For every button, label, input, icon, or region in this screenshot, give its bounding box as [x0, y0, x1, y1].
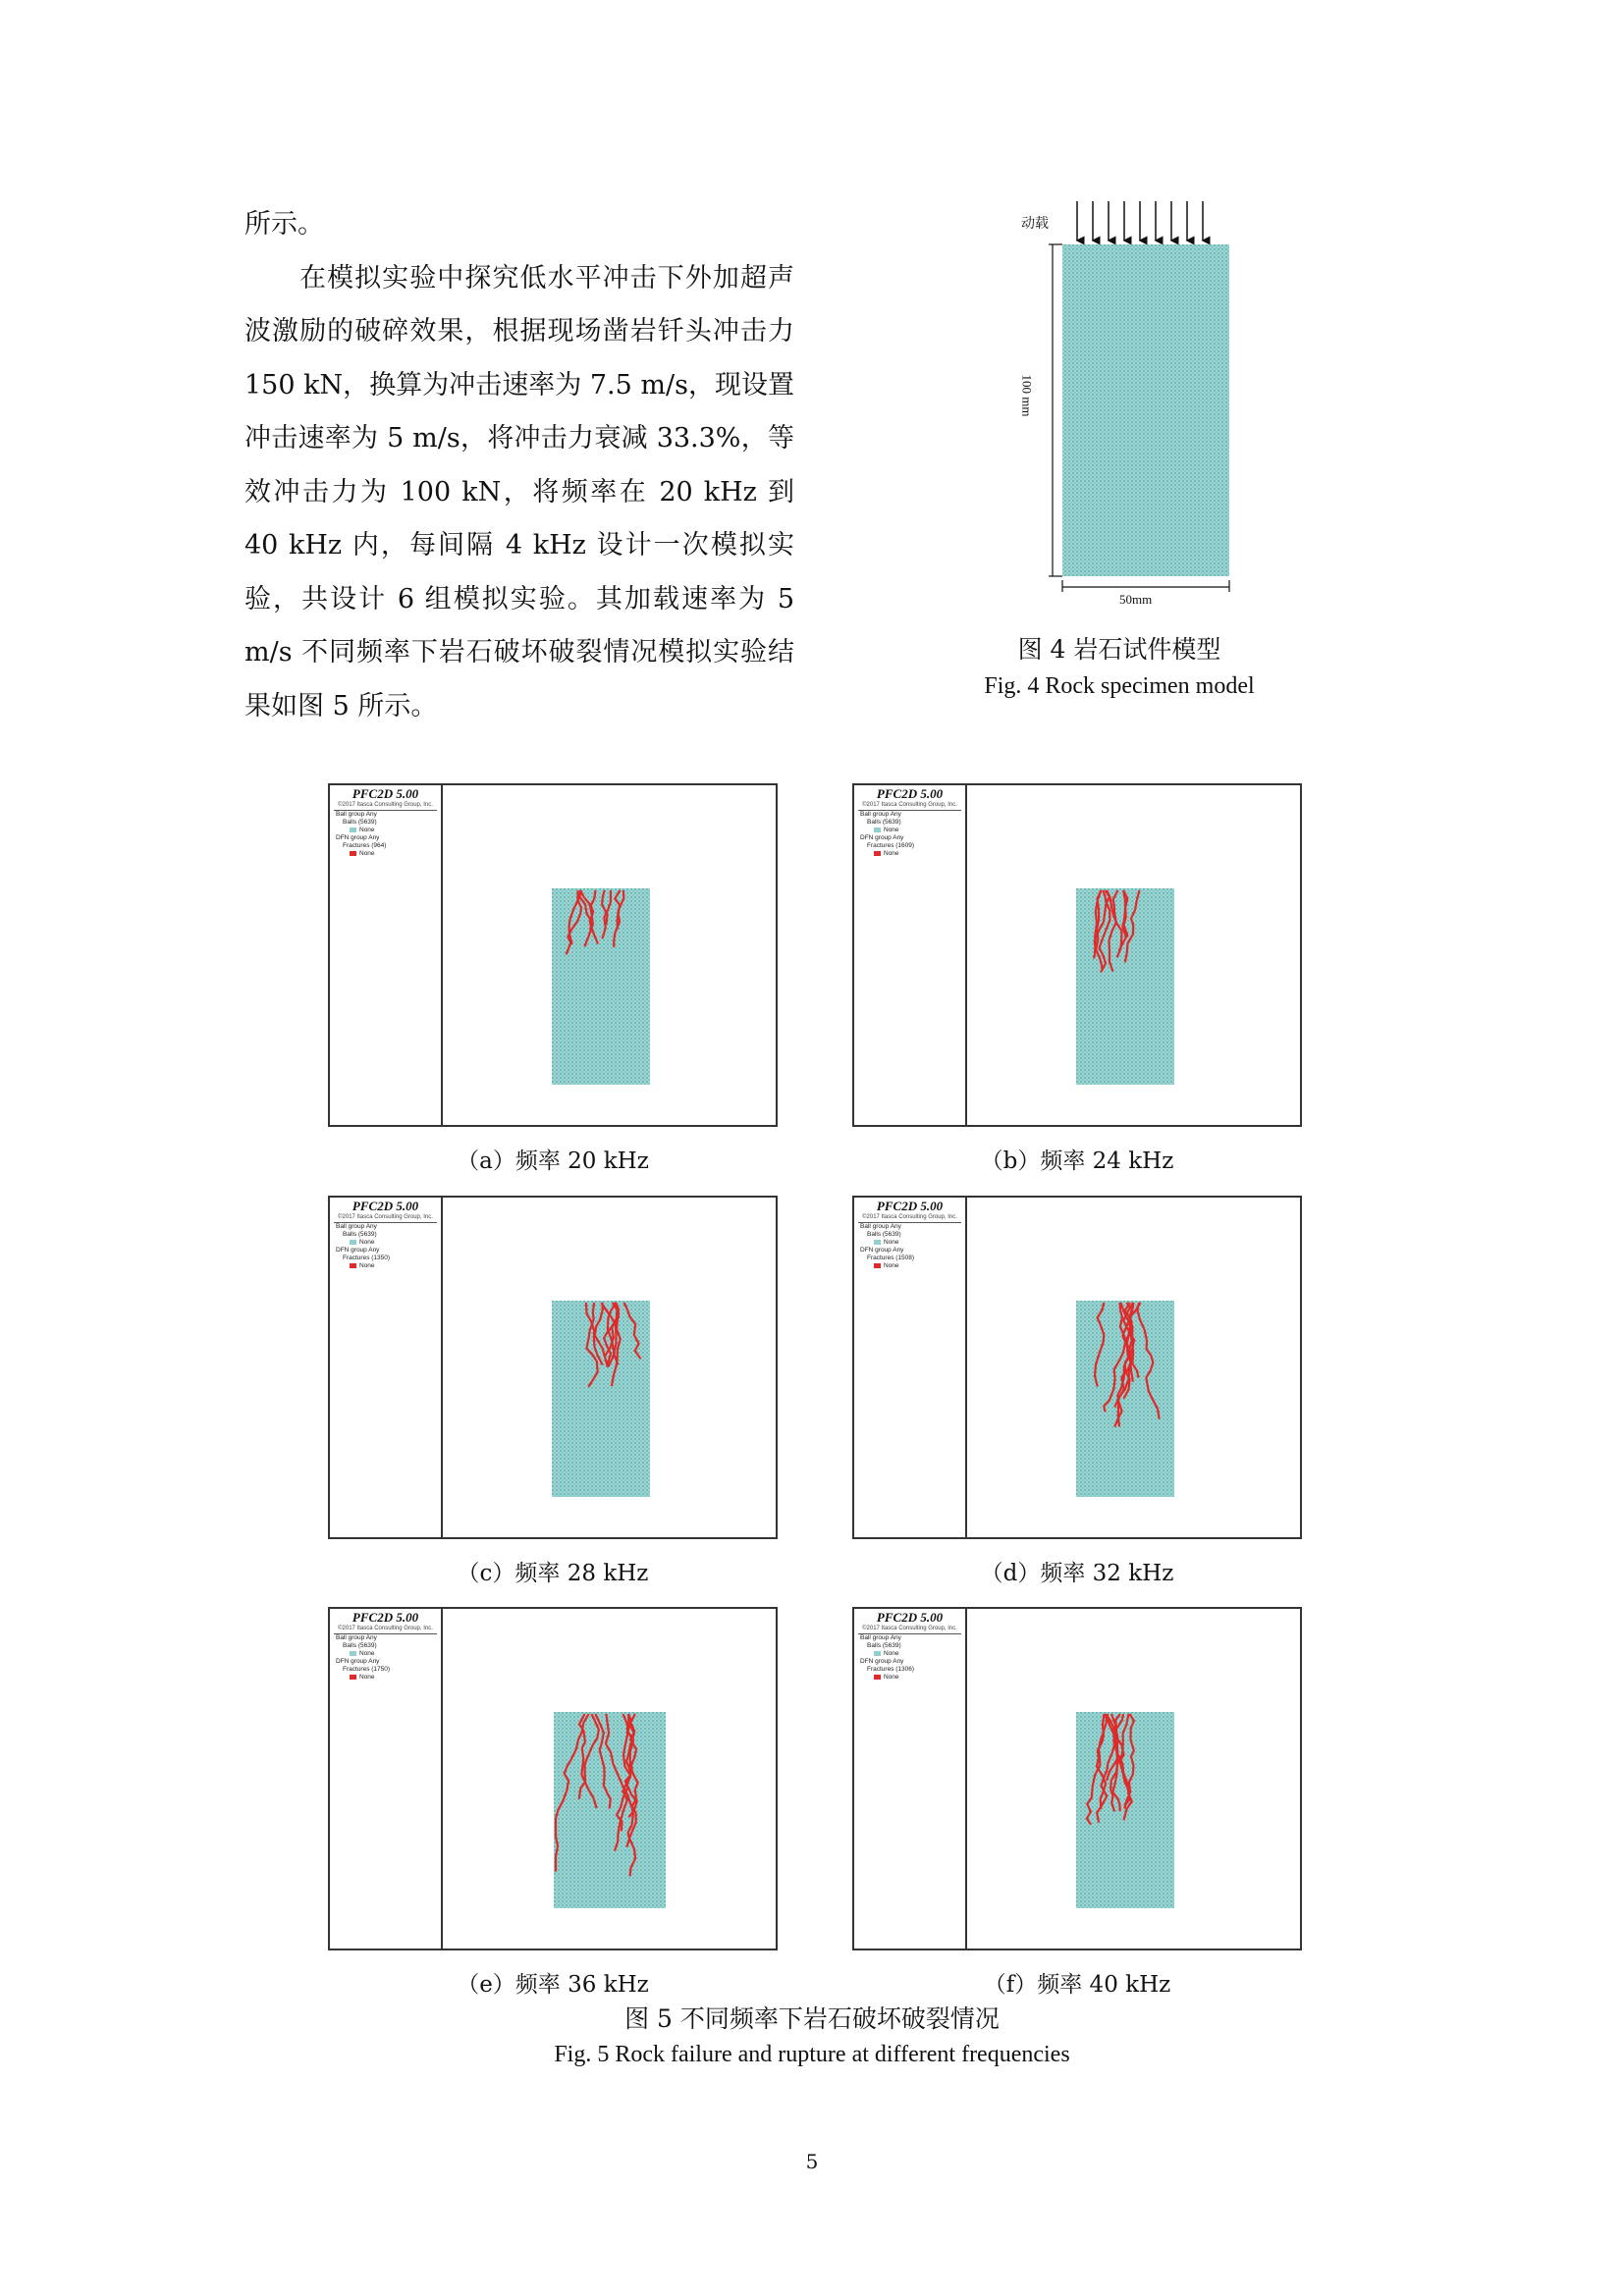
- legend-text: Ball group Any: [860, 1223, 901, 1230]
- legend-line: [860, 1658, 965, 1666]
- rock-specimen-result: [552, 1301, 650, 1497]
- simulation-panel: [852, 1196, 1302, 1539]
- legend-text: None: [884, 827, 899, 833]
- legend-text: Balls (5639): [867, 819, 901, 826]
- legend-line: [860, 1634, 965, 1642]
- legend-line: [350, 827, 441, 834]
- legend-line: [350, 1674, 441, 1682]
- legend-line: [334, 1626, 437, 1634]
- legend-line: [343, 1642, 441, 1650]
- legend-line: [867, 819, 965, 827]
- panel-legend: [330, 785, 443, 1125]
- legend-line: [874, 1239, 965, 1247]
- panel-caption: （b）频率 24 kHz: [980, 1148, 1174, 1174]
- legend-text: DFN group Any: [336, 1658, 380, 1665]
- legend-text: Fractures (1750): [343, 1666, 391, 1673]
- legend-line: [350, 850, 441, 858]
- legend-line: [336, 811, 441, 819]
- legend-text: Ball group Any: [860, 811, 901, 818]
- fig4-caption-en: Fig. 4 Rock specimen model: [984, 673, 1255, 699]
- height-dimension: [1049, 244, 1062, 576]
- legend-line: [336, 1247, 441, 1255]
- legend-text: Ball group Any: [336, 1634, 377, 1641]
- panel-caption: （d）频率 32 kHz: [980, 1561, 1174, 1586]
- legend-line: [858, 1626, 961, 1634]
- width-label: 50mm: [1119, 592, 1153, 607]
- legend-text: PFC2D 5.00: [876, 1610, 944, 1625]
- legend-text: DFN group Any: [336, 834, 380, 841]
- legend-line: [334, 1214, 437, 1223]
- legend-text: PFC2D 5.00: [876, 786, 944, 801]
- page-number: 5: [805, 2150, 819, 2173]
- legend-text: Balls (5639): [867, 1231, 901, 1238]
- panel-legend: [854, 1198, 967, 1537]
- panel-legend: [854, 1609, 967, 1949]
- panel-caption: （e）频率 36 kHz: [457, 1972, 649, 1998]
- legend-text: Ball group Any: [336, 811, 377, 818]
- legend-swatch: [874, 1675, 881, 1680]
- legend-text: None: [884, 1262, 899, 1269]
- legend-line: [336, 1634, 441, 1642]
- legend-line: [330, 786, 441, 802]
- legend-line: [867, 1642, 965, 1650]
- simulation-panel: [328, 1196, 778, 1539]
- load-label: 动载: [1021, 216, 1049, 232]
- legend-text: Fractures (1508): [867, 1255, 915, 1261]
- legend-swatch: [874, 828, 881, 832]
- legend-text: Fractures (1609): [867, 842, 915, 849]
- legend-text: ©2017 Itasca Consulting Group, Inc.: [338, 802, 433, 808]
- body-line-0: 所示。: [244, 209, 324, 240]
- rock-specimen-result: [552, 888, 650, 1085]
- legend-text: ©2017 Itasca Consulting Group, Inc.: [862, 1214, 957, 1220]
- rock-specimen-result: [554, 1712, 666, 1908]
- legend-line: [854, 1199, 965, 1214]
- panel-legend: [854, 785, 967, 1125]
- legend-text: DFN group Any: [860, 1247, 904, 1254]
- legend-text: PFC2D 5.00: [876, 1199, 944, 1213]
- legend-text: None: [359, 1239, 375, 1246]
- legend-text: Ball group Any: [336, 1223, 377, 1230]
- legend-line: [336, 834, 441, 842]
- legend-text: None: [359, 1262, 375, 1269]
- legend-text: DFN group Any: [336, 1247, 380, 1254]
- legend-line: [343, 842, 441, 850]
- legend-line: [858, 802, 961, 811]
- legend-text: None: [884, 1239, 899, 1246]
- legend-swatch: [350, 1263, 356, 1268]
- simulation-panel: [852, 783, 1302, 1127]
- legend-line: [867, 842, 965, 850]
- legend-line: [867, 1231, 965, 1239]
- legend-text: Fractures (1306): [867, 1666, 915, 1673]
- legend-text: ©2017 Itasca Consulting Group, Inc.: [338, 1214, 433, 1220]
- legend-line: [874, 827, 965, 834]
- legend-swatch: [350, 828, 356, 832]
- legend-text: None: [884, 850, 899, 857]
- legend-line: [860, 834, 965, 842]
- legend-line: [330, 1610, 441, 1626]
- panel-caption: （c）频率 28 kHz: [457, 1561, 649, 1586]
- legend-text: DFN group Any: [860, 1658, 904, 1665]
- legend-swatch: [350, 1651, 356, 1656]
- panel-legend: [330, 1198, 443, 1537]
- legend-line: [330, 1199, 441, 1214]
- legend-text: None: [359, 827, 375, 833]
- simulation-panel: [852, 1607, 1302, 1950]
- legend-swatch: [350, 1675, 356, 1680]
- simulation-panel: [328, 783, 778, 1127]
- rock-specimen-result: [1076, 888, 1174, 1085]
- legend-line: [350, 1239, 441, 1247]
- rock-specimen-result: [1076, 1712, 1174, 1908]
- legend-swatch: [874, 1651, 881, 1656]
- width-dimension: [1062, 580, 1229, 592]
- legend-text: Ball group Any: [860, 1634, 901, 1641]
- legend-line: [860, 1247, 965, 1255]
- rock-specimen-result: [1076, 1301, 1174, 1497]
- legend-line: [343, 1231, 441, 1239]
- specimen-body: [1062, 244, 1229, 576]
- legend-text: None: [359, 1674, 375, 1681]
- legend-swatch: [350, 851, 356, 856]
- legend-line: [854, 786, 965, 802]
- legend-line: [874, 1674, 965, 1682]
- legend-text: None: [359, 1650, 375, 1657]
- rock-specimen-model: [1021, 201, 1276, 614]
- legend-text: Balls (5639): [343, 1231, 377, 1238]
- legend-line: [858, 1214, 961, 1223]
- fig5-caption-zh: 图 5 不同频率下岩石破坏破裂情况: [624, 2004, 1000, 2033]
- figure-4: [1021, 201, 1276, 614]
- legend-line: [350, 1262, 441, 1270]
- legend-swatch: [350, 1240, 356, 1245]
- legend-swatch: [874, 851, 881, 856]
- legend-text: Fractures (1350): [343, 1255, 391, 1261]
- legend-line: [867, 1666, 965, 1674]
- legend-text: ©2017 Itasca Consulting Group, Inc.: [338, 1626, 433, 1631]
- legend-line: [336, 1223, 441, 1231]
- legend-line: [874, 1650, 965, 1658]
- legend-line: [343, 1666, 441, 1674]
- legend-line: [867, 1255, 965, 1262]
- legend-line: [874, 850, 965, 858]
- panel-caption: （f）频率 40 kHz: [983, 1972, 1171, 1998]
- panel-legend: [330, 1609, 443, 1949]
- legend-line: [874, 1262, 965, 1270]
- legend-line: [343, 1255, 441, 1262]
- body-text: [244, 198, 794, 733]
- legend-line: [343, 819, 441, 827]
- legend-text: None: [884, 1674, 899, 1681]
- legend-text: Fractures (964): [343, 842, 387, 849]
- legend-text: ©2017 Itasca Consulting Group, Inc.: [862, 1626, 957, 1631]
- legend-line: [854, 1610, 965, 1626]
- legend-text: None: [359, 850, 375, 857]
- legend-text: Balls (5639): [343, 819, 377, 826]
- body-paragraph: 在模拟实验中探究低水平冲击下外加超声波激励的破碎效果，根据现场凿岩钎头冲击力 150 kN，换算为冲击速率为 7.5 m/s，现设置冲击速率为 5 m/s，将冲击力衰减 33.3%，等效冲击力为 100 kN，将频率在 20 kHz 到 40 kHz 内，每间隔 4 kHz 设计一次模拟实验，共设计 6 组模拟实验。其加载速率为 5 m/s 不同频率下岩石破坏破裂情况模拟实验结果如图 5 所示。: [244, 262, 794, 721]
- legend-text: None: [884, 1650, 899, 1657]
- legend-text: PFC2D 5.00: [352, 1610, 419, 1625]
- load-arrows: [1077, 201, 1203, 240]
- legend-text: PFC2D 5.00: [352, 786, 419, 801]
- height-label: 100 mm: [1019, 374, 1035, 417]
- legend-line: [336, 1658, 441, 1666]
- fig5-caption-en: Fig. 5 Rock failure and rupture at different frequencies: [554, 2042, 1070, 2067]
- simulation-panel: [328, 1607, 778, 1950]
- legend-text: ©2017 Itasca Consulting Group, Inc.: [862, 802, 957, 808]
- legend-line: [860, 1223, 965, 1231]
- fig4-caption-zh: 图 4 岩石试件模型: [1017, 635, 1221, 664]
- legend-text: Balls (5639): [867, 1642, 901, 1649]
- legend-text: Balls (5639): [343, 1642, 377, 1649]
- legend-line: [860, 811, 965, 819]
- legend-text: DFN group Any: [860, 834, 904, 841]
- legend-line: [334, 802, 437, 811]
- legend-line: [350, 1650, 441, 1658]
- legend-text: PFC2D 5.00: [352, 1199, 419, 1213]
- legend-swatch: [874, 1263, 881, 1268]
- legend-swatch: [874, 1240, 881, 1245]
- panel-caption: （a）频率 20 kHz: [457, 1148, 649, 1174]
